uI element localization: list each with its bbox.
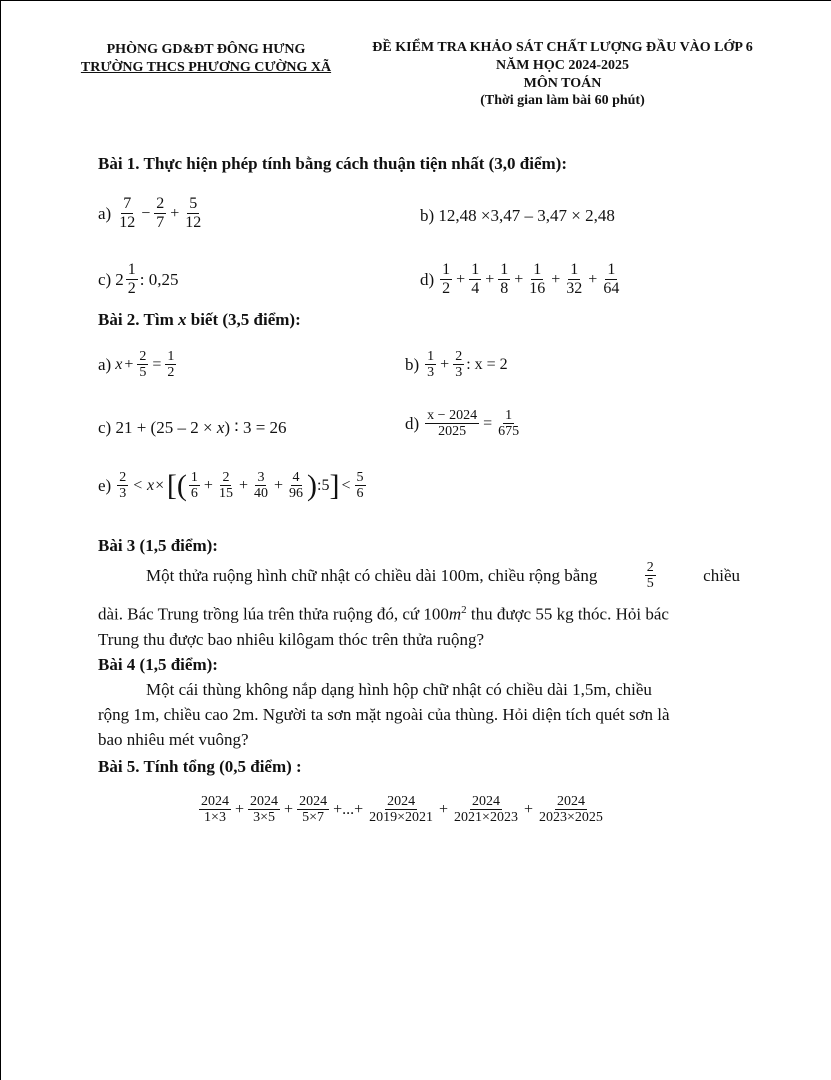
fraction: $\frac{1}{64}$ (603, 261, 620, 297)
subject: MÔN TOÁN (523, 76, 602, 91)
bai3-line3: Trung thu được bao nhiêu kilôgam thóc trên thửa ruộng? (98, 630, 485, 649)
department-name: PHÒNG GD&ĐT ĐÔNG HƯNG (106, 42, 306, 57)
fraction: $\frac{1}{8}$ (500, 261, 509, 297)
bai3-line2: dài. Bác Trung trồng lúa trên thửa ruộng đó, cứ $100m^2$ thu được 55 kg thóc. Hỏi bác (98, 604, 669, 624)
fraction: $\frac{2}{3}$ (119, 470, 127, 501)
fraction: $\frac{2}{5}$ (139, 349, 147, 380)
bai4-line1: Một cái thùng không nắp dạng hình hộp chữ nhật có chiều dài 1,5m, chiều (146, 680, 652, 699)
school-name: TRƯỜNG THCS PHƯƠNG CƯỜNG XÃ (80, 60, 332, 75)
exam-title: ĐỀ KIỂM TRA KHẢO SÁT CHẤT LƯỢNG ĐẦU VÀO LỚP 6 (372, 40, 753, 55)
bai4-line2: rộng 1m, chiều cao 2m. Người ta sơn mặt ngoài của thùng. Hỏi diện tích quét sơn là (98, 705, 670, 724)
time-limit: (Thời gian làm bài 60 phút) (480, 93, 645, 108)
bai3-title: Bài 3 (1,5 điểm): (98, 536, 218, 555)
fraction: $\frac{1}{6}$ (190, 470, 198, 501)
bai2-d: d) $\frac{x - 2024}{2025}$ = $\frac{1}{675}$ (405, 408, 520, 439)
fraction: $\frac{1}{2}$ (167, 349, 175, 380)
bai1-a: a) $\frac{7}{12}$ − $\frac{2}{7}$ + $\frac{5}{12}$ (98, 195, 202, 231)
page-border-left (0, 0, 1, 1080)
page-border-top (0, 0, 831, 1)
fraction: $\frac{2}{3}$ (455, 349, 463, 380)
bai2-e: e) $\frac{2}{3}$ < x× [ ( $\frac{1}{6}$ + $\frac{2}{15}$ + $\frac{3}{40}$ + $\frac{4}{96}$ ) :5 ] < $\frac{5}{6}$ (98, 468, 364, 502)
fraction: $\frac{2024}{2021\times 2023}$ (454, 794, 518, 825)
bai1-title: Bài 1. Thực hiện phép tính bằng cách thuận tiện nhất (3,0 điểm): (98, 154, 567, 173)
bai4-line3: bao nhiêu mét vuông? (98, 730, 249, 749)
fraction: $\frac{2}{15}$ (218, 470, 233, 501)
fraction: $\frac{2024}{2023\times 2025}$ (538, 794, 603, 825)
fraction: $\frac{x - 2024}{2025}$ (427, 408, 478, 439)
bai1-d: d) $\frac{1}{2}$ + $\frac{1}{4}$ + $\frac{1}{8}$ + $\frac{1}{16}$ + $\frac{1}{32}$ + $\frac{1}{64}$ (420, 261, 620, 297)
bai5-title: Bài 5. Tính tổng (0,5 điểm) : (98, 757, 302, 776)
bai5-sum: $\frac{2024}{1\times 3}$ + $\frac{2024}{3\times 5}$ + $\frac{2024}{5\times 7}$ +...+ $\frac{2024}{2019\times 2021}$ + $\frac{2024}{2021\times 2023}$ + $\frac{2024}{2023\times 2025}$ (201, 794, 603, 825)
fraction: $\frac{1}{2}$ (442, 261, 451, 297)
bai2-c: c) 21 + (25 – 2 × x) ∶ 3 = 26 (98, 418, 287, 437)
fraction: $\frac{2}{7}$ (156, 195, 165, 231)
fraction: $\frac{1}{32}$ (566, 261, 583, 297)
fraction: $\frac{2024}{1\times 3}$ (201, 794, 229, 825)
fraction: $\frac{2}{5}$ (646, 560, 654, 591)
bai4-title: Bài 4 (1,5 điểm): (98, 655, 218, 674)
fraction: $\frac{5}{12}$ (185, 195, 202, 231)
fraction: $\frac{1}{675}$ (498, 408, 520, 439)
school-year: NĂM HỌC 2024-2025 (496, 58, 629, 73)
bai2-title: Bài 2. Tìm x biết (3,5 điểm): (98, 310, 301, 329)
bai3-line1: Một thửa ruộng hình chữ nhật có chiều dài 100m, chiều rộng bằng $\frac{2}{5}$ chiều (146, 560, 740, 591)
bai1-c: c) 2 $\frac{1}{2}$ : 0,25 (98, 261, 179, 297)
fraction: $\frac{2024}{2019\times 2021}$ (369, 794, 434, 825)
fraction: $\frac{3}{40}$ (253, 470, 268, 501)
bai2-b: b) $\frac{1}{3}$ + $\frac{2}{3}$ : x = 2 (405, 349, 508, 380)
fraction: $\frac{1}{3}$ (427, 349, 435, 380)
fraction: $\frac{1}{4}$ (471, 261, 480, 297)
fraction: $\frac{1}{16}$ (529, 261, 546, 297)
fraction: $\frac{2024}{3\times 5}$ (250, 794, 279, 825)
bai1-b: b) 12,48 ×3,47 – 3,47 × 2,48 (420, 206, 615, 225)
bai2-a: a) x + $\frac{2}{5}$ = $\frac{1}{2}$ (98, 349, 175, 380)
fraction: $\frac{2024}{5\times 7}$ (299, 794, 328, 825)
fraction: $\frac{5}{6}$ (356, 470, 364, 501)
fraction: $\frac{4}{96}$ (289, 470, 304, 501)
fraction: $\frac{7}{12}$ (119, 195, 136, 231)
fraction: $\frac{1}{2}$ (127, 261, 136, 297)
